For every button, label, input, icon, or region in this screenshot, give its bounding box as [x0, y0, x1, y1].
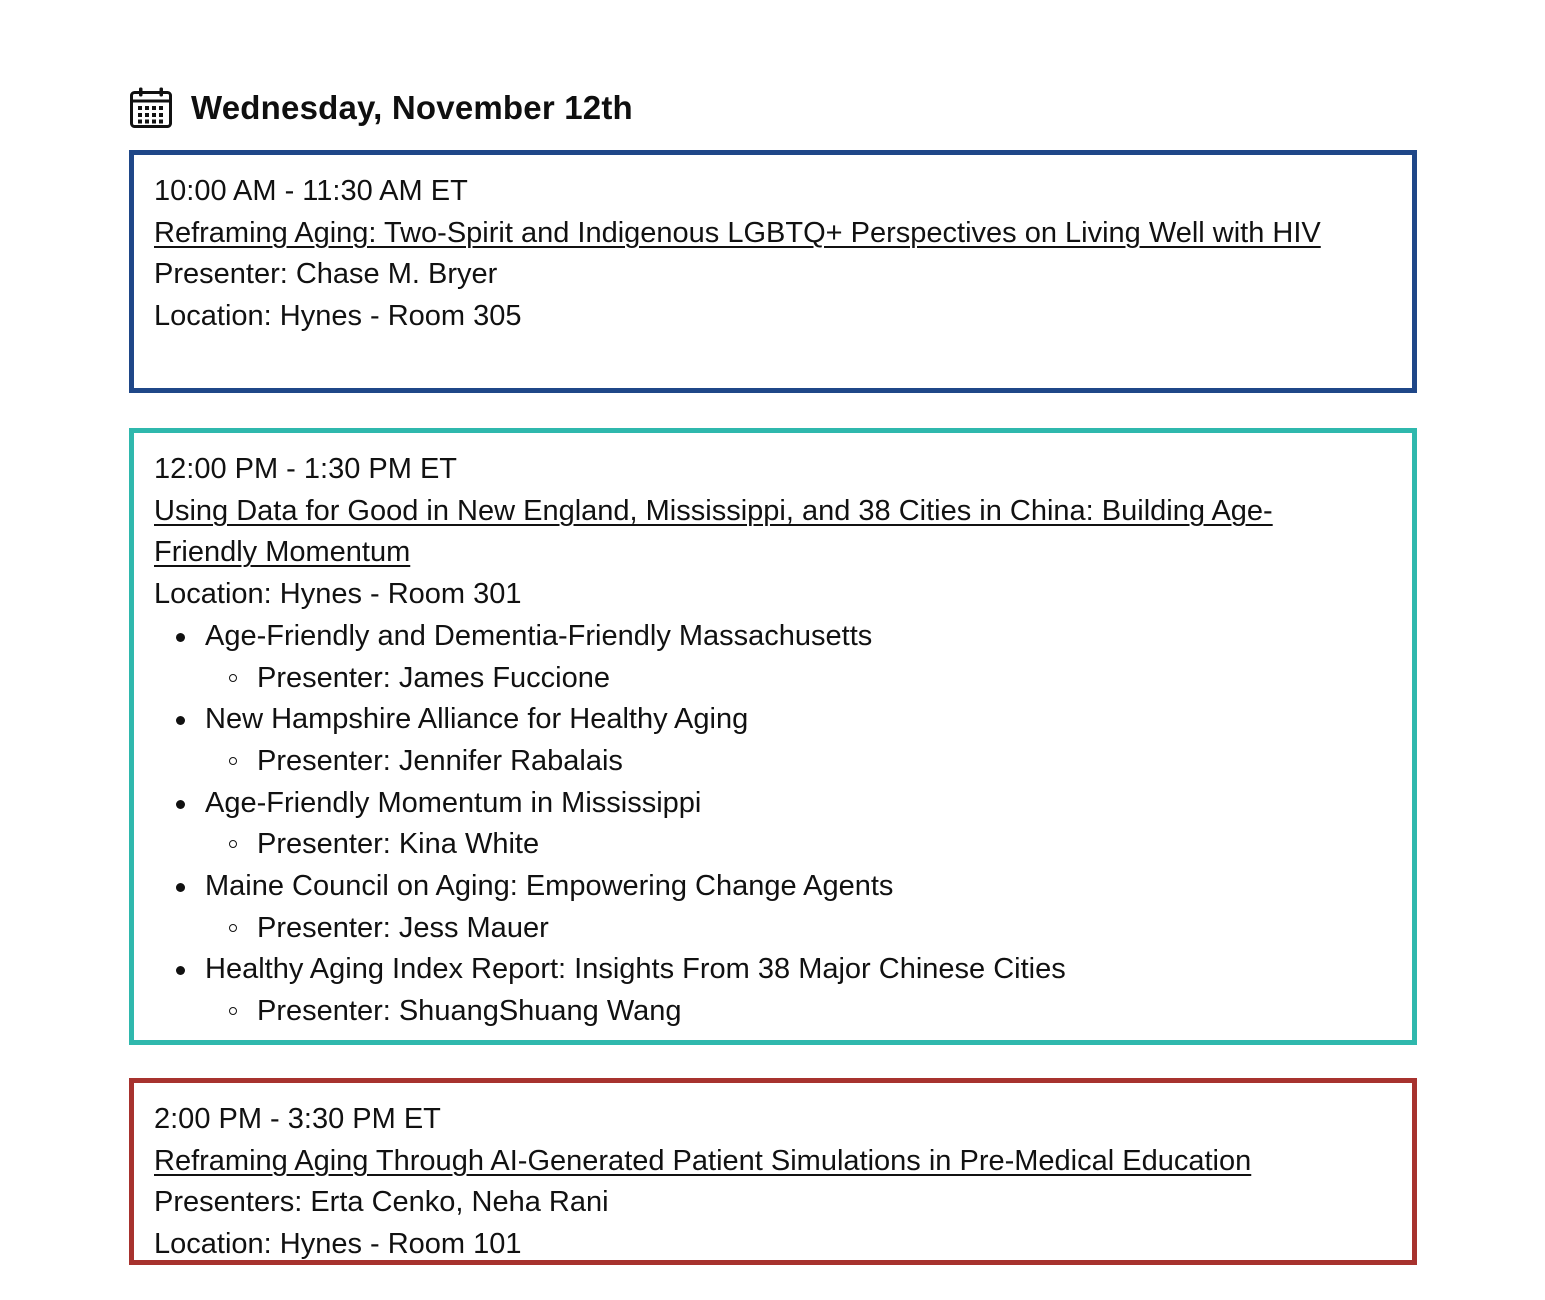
session-card	[129, 150, 1417, 393]
talk-list	[154, 616, 1392, 1033]
talk-presenter-list	[205, 908, 1392, 950]
session-location: Location: Hynes - Room 101	[154, 1228, 522, 1261]
session-time: 10:00 AM - 11:30 AM ET	[154, 175, 468, 207]
session-presenters: Presenters: Erta Cenko, Neha Rani	[154, 1186, 609, 1219]
day-header	[129, 85, 633, 131]
calendar-icon	[129, 86, 173, 130]
talk-presenter: Presenter: ShuangShuang Wang	[205, 991, 1392, 1033]
talk-title: Healthy Aging Index Report: Insights From 38 Major Chinese Cities	[205, 953, 1066, 986]
session-location: Location: Hynes - Room 305	[154, 300, 522, 333]
session-title-link[interactable]: Using Data for Good in New England, Mississippi, and 38 Cities in China: Building Age-Friendly Momentum	[154, 494, 1273, 569]
talk-item	[154, 616, 1392, 699]
talk-title: New Hampshire Alliance for Healthy Aging	[205, 703, 749, 736]
talk-presenter-list	[205, 741, 1392, 783]
talk-presenter-list	[205, 991, 1392, 1033]
talk-title: Maine Council on Aging: Empowering Change Agents	[205, 870, 894, 903]
session-location: Location: Hynes - Room 301	[154, 578, 522, 611]
talk-item	[154, 866, 1392, 949]
day-title: Wednesday, November 12th	[191, 89, 633, 126]
session-card	[129, 1078, 1417, 1265]
session-title-link[interactable]: Reframing Aging Through AI-Generated Patient Simulations in Pre-Medical Education	[154, 1144, 1252, 1177]
session-presenter: Presenter: Chase M. Bryer	[154, 258, 498, 291]
talk-title: Age-Friendly Momentum in Mississippi	[205, 786, 702, 819]
session-time: 2:00 PM - 3:30 PM ET	[154, 1103, 441, 1135]
talk-presenter-list	[205, 658, 1392, 700]
talk-title: Age-Friendly and Dementia-Friendly Massachusetts	[205, 619, 873, 652]
session-title-link[interactable]: Reframing Aging: Two-Spirit and Indigenous LGBTQ+ Perspectives on Living Well with HIV	[154, 216, 1321, 249]
session-card	[129, 428, 1417, 1045]
talk-presenter-list	[205, 824, 1392, 866]
talk-presenter: Presenter: James Fuccione	[205, 658, 1392, 700]
talk-item	[154, 949, 1392, 1032]
talk-presenter: Presenter: Jennifer Rabalais	[205, 741, 1392, 783]
talk-presenter: Presenter: Jess Mauer	[205, 908, 1392, 950]
talk-item	[154, 699, 1392, 782]
talk-item	[154, 783, 1392, 866]
session-time: 12:00 PM - 1:30 PM ET	[154, 453, 458, 485]
talk-presenter: Presenter: Kina White	[205, 824, 1392, 866]
